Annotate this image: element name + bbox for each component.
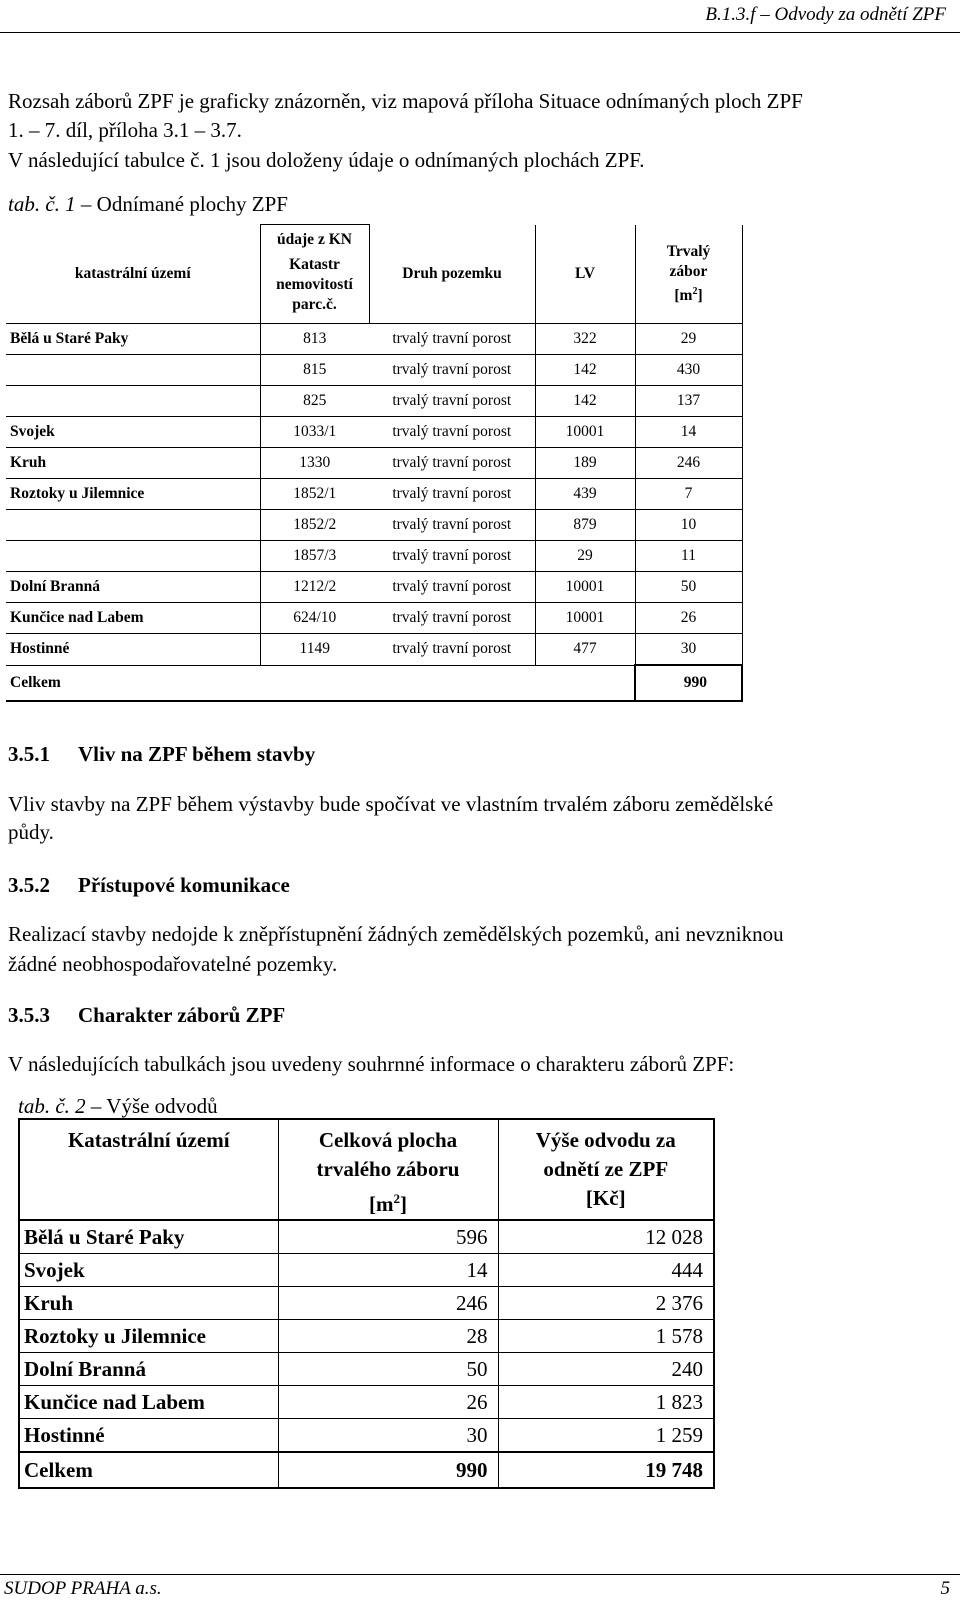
intro-line-3: V následující tabulce č. 1 jsou doloženy údaje o odnímaných plochách ZPF. <box>8 148 645 172</box>
t1-cell-druh: trvalý travní porost <box>369 386 535 417</box>
table-row <box>6 603 742 634</box>
t1-cell-zabor: 137 <box>635 386 742 417</box>
t1-cell-lv: 142 <box>535 355 635 386</box>
t1-cell-zabor: 50 <box>635 572 742 603</box>
t2-cell-odvod: 444 <box>498 1254 714 1287</box>
t1-cell-parc: 624/10 <box>260 603 369 634</box>
t1-cell-area <box>6 510 260 541</box>
t2-cell-plocha: 50 <box>278 1353 498 1386</box>
table1-caption-text: – Odnímané plochy ZPF <box>75 192 288 216</box>
table-vyse-odvodu <box>18 1118 715 1489</box>
t1-cell-lv: 10001 <box>535 572 635 603</box>
table-row <box>6 386 742 417</box>
intro-line-1: Rozsah záborů ZPF je graficky znázorněn, viz mapová příloha Situace odnímaných ploch ZPF <box>8 89 803 113</box>
t1-header-kn: údaje z KN <box>260 225 369 256</box>
t2-cell-plocha: 246 <box>278 1287 498 1320</box>
t1-cell-zabor: 26 <box>635 603 742 634</box>
s351-text-2: půdy. <box>8 820 54 844</box>
t2-cell-area: Dolní Branná <box>19 1353 278 1386</box>
t1-cell-druh: trvalý travní porost <box>369 417 535 448</box>
t2-cell-area: Svojek <box>19 1254 278 1287</box>
t2-cell-area: Kunčice nad Labem <box>19 1386 278 1419</box>
t1-cell-zabor: 29 <box>635 324 742 355</box>
t1-cell-area: Kruh <box>6 448 260 479</box>
section-3-5-1-heading <box>8 742 315 767</box>
section-title: Charakter záborů ZPF <box>78 1003 286 1027</box>
t2-header-odvod: Výše odvodu za odnětí ze ZPF [Kč] <box>498 1119 714 1220</box>
footer-page-number: 5 <box>940 1578 950 1599</box>
t1-cell-area: Roztoky u Jilemnice <box>6 479 260 510</box>
t2-cell-area: Kruh <box>19 1287 278 1320</box>
section-title: Vliv na ZPF během stavby <box>78 742 316 766</box>
t1-cell-druh: trvalý travní porost <box>369 355 535 386</box>
t1-header-katastr: Katastr nemovitostí parc.č. <box>276 256 353 313</box>
table-row <box>6 324 742 355</box>
table-row <box>19 1287 714 1320</box>
t1-cell-area: Bělá u Staré Paky <box>6 324 260 355</box>
t1-cell-area <box>6 386 260 417</box>
t2-cell-plocha: 30 <box>278 1419 498 1453</box>
table-row <box>6 541 742 572</box>
t2-cell-plocha: 596 <box>278 1220 498 1254</box>
t1-cell-druh: trvalý travní porost <box>369 324 535 355</box>
t1-cell-lv: 879 <box>535 510 635 541</box>
table-row <box>6 572 742 603</box>
t1-cell-area: Dolní Branná <box>6 572 260 603</box>
t1-cell-druh: trvalý travní porost <box>369 572 535 603</box>
table2-caption <box>18 1094 218 1119</box>
t1-cell-lv: 439 <box>535 479 635 510</box>
table2-caption-prefix: tab. č. 2 <box>18 1094 86 1118</box>
t1-cell-parc: 825 <box>260 386 369 417</box>
table-row <box>19 1353 714 1386</box>
table-row <box>6 479 742 510</box>
t1-cell-lv: 189 <box>535 448 635 479</box>
section-number: 3.5.2 <box>8 873 50 897</box>
t1-cell-druh: trvalý travní porost <box>369 448 535 479</box>
t2-cell-plocha: 26 <box>278 1386 498 1419</box>
t2-total-area: Celkem <box>19 1452 278 1488</box>
intro-line-2: 1. – 7. díl, příloha 3.1 – 3.7. <box>8 118 242 142</box>
t2-cell-odvod: 240 <box>498 1353 714 1386</box>
t1-cell-parc: 1033/1 <box>260 417 369 448</box>
t1-cell-area: Svojek <box>6 417 260 448</box>
t2-cell-odvod: 1 578 <box>498 1320 714 1353</box>
t1-cell-lv: 29 <box>535 541 635 572</box>
t1-cell-druh: trvalý travní porost <box>369 541 535 572</box>
t1-cell-lv: 322 <box>535 324 635 355</box>
section-3-5-2-heading <box>8 873 290 898</box>
t1-total-value: 990 <box>635 665 742 701</box>
table-row <box>6 510 742 541</box>
t1-cell-area: Hostinné <box>6 634 260 666</box>
t1-cell-parc: 1212/2 <box>260 572 369 603</box>
t1-cell-area: Kunčice nad Labem <box>6 603 260 634</box>
section-number: 3.5.3 <box>8 1003 50 1027</box>
t1-cell-lv: 10001 <box>535 603 635 634</box>
t1-cell-zabor: 11 <box>635 541 742 572</box>
t2-cell-area: Hostinné <box>19 1419 278 1453</box>
t1-cell-parc: 813 <box>260 324 369 355</box>
t1-cell-parc: 1852/1 <box>260 479 369 510</box>
t1-cell-druh: trvalý travní porost <box>369 603 535 634</box>
table1-caption <box>8 190 288 219</box>
t1-cell-zabor: 7 <box>635 479 742 510</box>
table-row <box>19 1220 714 1254</box>
footer-company: SUDOP PRAHA a.s. <box>4 1578 162 1599</box>
t2-header-plocha: Celková plocha trvalého záboru $[m^2]$ <box>278 1119 498 1220</box>
table-row <box>19 1320 714 1353</box>
t1-cell-zabor: 430 <box>635 355 742 386</box>
s352-text-2: žádné neobhospodařovatelné pozemky. <box>8 952 338 976</box>
table-row <box>19 1386 714 1419</box>
section-title: Přístupové komunikace <box>78 873 290 897</box>
t1-header-lv: LV <box>535 225 635 324</box>
t1-cell-druh: trvalý travní porost <box>369 634 535 666</box>
section-3-5-3-heading <box>8 1003 285 1028</box>
t1-cell-zabor: 246 <box>635 448 742 479</box>
t1-cell-parc: 815 <box>260 355 369 386</box>
t1-cell-zabor: 30 <box>635 634 742 666</box>
footer-rule <box>0 1574 960 1575</box>
table2-caption-text: – Výše odvodů <box>85 1094 218 1118</box>
t1-cell-druh: trvalý travní porost <box>369 510 535 541</box>
table-row <box>6 355 742 386</box>
t1-cell-parc: 1149 <box>260 634 369 666</box>
t2-header-area: Katastrální území <box>19 1119 278 1220</box>
t1-cell-parc: 1852/2 <box>260 510 369 541</box>
t2-cell-area: Bělá u Staré Paky <box>19 1220 278 1254</box>
t1-header-zabor: Trvalý zábor $[m^2]$ <box>635 225 742 324</box>
t2-cell-area: Roztoky u Jilemnice <box>19 1320 278 1353</box>
t2-cell-plocha: 28 <box>278 1320 498 1353</box>
table-odnimane-plochy <box>6 224 743 702</box>
t2-cell-odvod: 12 028 <box>498 1220 714 1254</box>
s351-text-1: Vliv stavby na ZPF během výstavby bude spočívat ve vlastním trvalém záboru zemědělské <box>8 792 774 816</box>
t1-cell-lv: 142 <box>535 386 635 417</box>
t1-cell-area <box>6 355 260 386</box>
t2-cell-plocha: 14 <box>278 1254 498 1287</box>
t2-total-plocha: 990 <box>278 1452 498 1488</box>
t1-cell-zabor: 14 <box>635 417 742 448</box>
t2-cell-odvod: 1 259 <box>498 1419 714 1453</box>
table-row <box>6 448 742 479</box>
t2-cell-odvod: 1 823 <box>498 1386 714 1419</box>
s353-text-1: V následujících tabulkách jsou uvedeny souhrnné informace o charakteru záborů ZPF: <box>8 1052 735 1076</box>
table-row <box>6 417 742 448</box>
header-rule <box>0 32 960 33</box>
running-header: B.1.3.f – Odvody za odnětí ZPF <box>705 4 946 25</box>
t2-total-odvod: 19 748 <box>498 1452 714 1488</box>
t1-cell-zabor: 10 <box>635 510 742 541</box>
t1-cell-druh: trvalý travní porost <box>369 479 535 510</box>
table-row <box>6 634 742 666</box>
table-row <box>19 1254 714 1287</box>
table-row <box>19 1419 714 1453</box>
t2-cell-odvod: 2 376 <box>498 1287 714 1320</box>
section-number: 3.5.1 <box>8 742 50 766</box>
t1-cell-parc: 1857/3 <box>260 541 369 572</box>
t1-cell-parc: 1330 <box>260 448 369 479</box>
table1-caption-prefix: tab. č. 1 <box>8 192 76 216</box>
t1-total-label: Celkem <box>6 665 635 701</box>
s352-text-1: Realizací stavby nedojde k zněpřístupnění žádných zemědělských pozemků, ani nevzniknou <box>8 922 784 946</box>
t1-cell-lv: 10001 <box>535 417 635 448</box>
t1-header-druh: Druh pozemku <box>369 225 535 324</box>
t1-header-area: katastrální území <box>6 225 260 324</box>
t1-cell-lv: 477 <box>535 634 635 666</box>
t1-cell-area <box>6 541 260 572</box>
